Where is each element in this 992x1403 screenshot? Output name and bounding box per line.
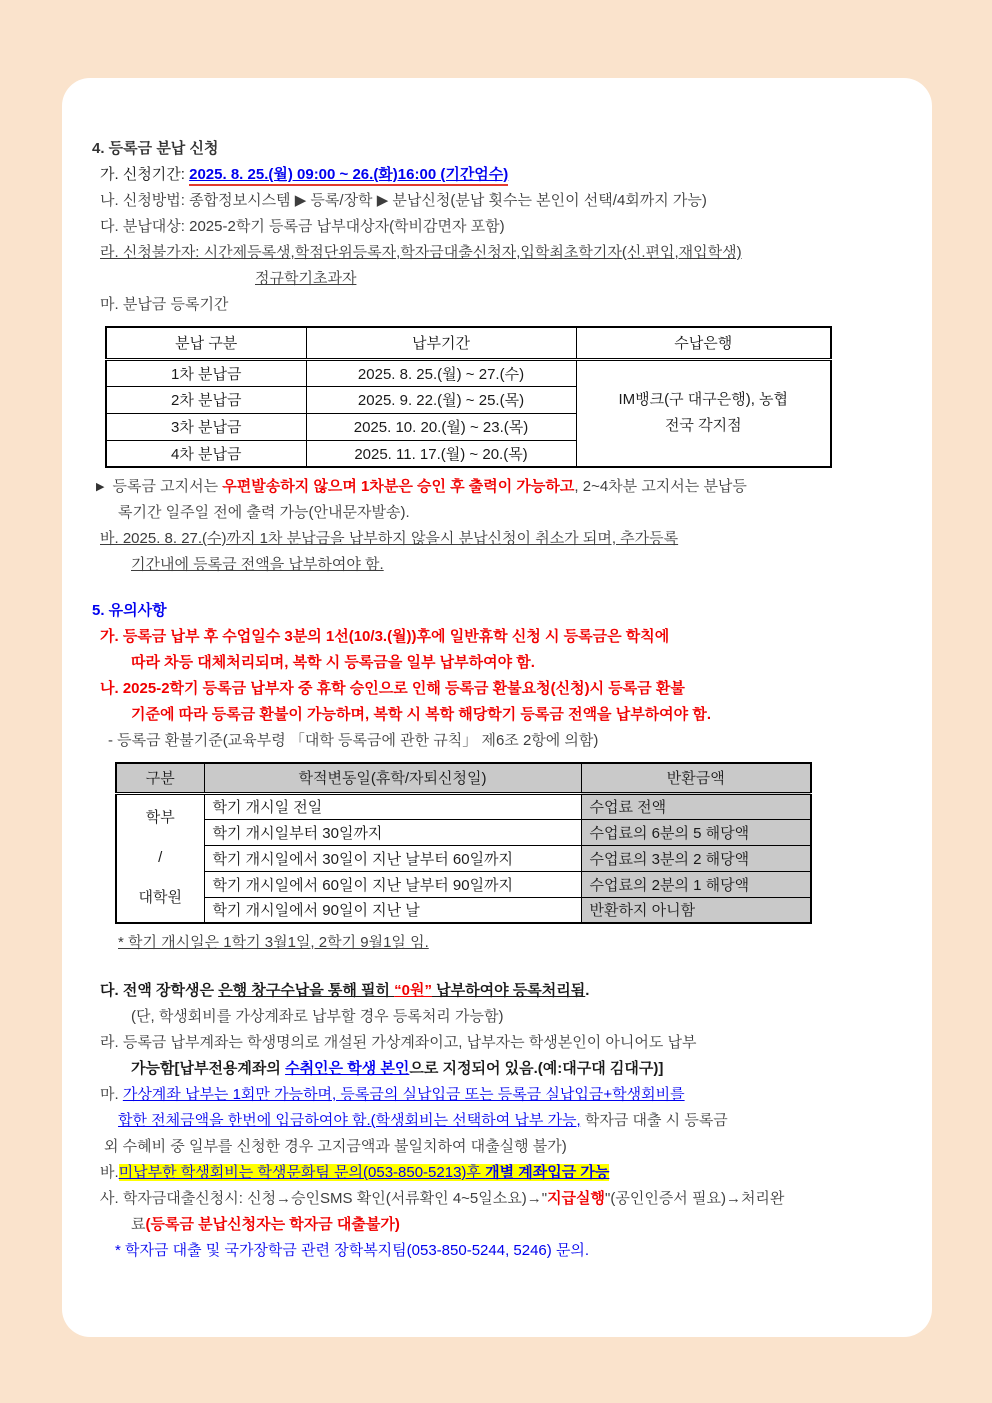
bank-line2: 전국 각지점 [664,417,742,435]
cancel-warning-line1: 바. 2025. 8. 27.(수)까지 1차 분납금을 납부하지 않을시 분납신청이 취소가 되며, 추가등록 [100,530,679,547]
change-date-2: 학기 개시일부터 30일까지 [204,819,581,845]
col-header-refund-amount: 반환금액 [581,763,811,793]
student-fee-highlight1: 미납부한 학생회비는 학생문화팀 문의(053-850-5213)후 [118,1164,486,1181]
semester-start-note: * 학기 개시일은 1학기 3월1일, 2학기 9월1일 임. [118,934,429,951]
cancel-warning-line2: 기간내에 등록금 전액을 납부하여야 함. [131,556,384,573]
table-header-row [106,327,831,359]
deposit-once-black2: 학자금 대출 시 등록금 [580,1112,728,1129]
refund-amount-3: 수업료의 3분의 2 해당액 [581,845,811,871]
bill-print-note-pre: 등록금 고지서는 [112,478,223,495]
leave-rule-line2: 따라 차등 대체처리되며, 복학 시 등록금을 일부 납부하여야 함. [131,654,535,671]
item-application-period [62,162,932,188]
refund-rule-line1: 나. 2025-2학기 등록금 납부자 중 휴학 승인으로 인해 등록금 환불요청(신청)시 등록금 환불 [100,680,685,697]
table-row [106,359,831,386]
refund-standard-reference: - 등록금 환불기준(교육부령 「대학 등록금에 관한 규칙」 제6조 2항에 의함) [108,732,599,749]
notice-card [62,78,932,1337]
col-header-installment: 분납 구분 [106,327,306,359]
scholarship-note-pre: 다. 전액 장학생은 [100,982,219,999]
table-row [116,871,811,897]
installment-3-period: 2025. 10. 20.(월) ~ 23.(목) [306,413,576,440]
item-registration-period: 마. 분납금 등록기간 [100,296,229,313]
installment-3-label: 3차 분납금 [106,413,306,440]
scholarship-note-sub: (단, 학생회비를 가상계좌로 납부할 경우 등록처리 가능함) [131,1008,504,1025]
virtual-account-line2-post: 으로 지정되어 있음.(예:대구대 김대구)] [409,1060,664,1077]
table-row [116,793,811,819]
virtual-account-line2-pre: 가능함[납부전용계좌의 [131,1060,286,1077]
triangle-bullet-icon: ▶ [96,481,105,493]
installment-4-label: 4차 분납금 [106,440,306,467]
col-header-bank: 수납은행 [576,327,831,359]
change-date-1: 학기 개시일 전일 [204,793,581,819]
table-row [116,845,811,871]
scholarship-note-dot: . [585,982,590,999]
bill-print-note-cont: 록기간 일주일 전에 출력 가능(안내문자발송). [118,504,410,521]
section4-title: 4. 등록금 분납 신청 [92,140,219,157]
scholarship-note-u2: 납부하여야 등록처리됨 [432,982,586,999]
bank-cell [576,359,831,467]
scholarship-note-u1: 은행 창구수납을 통해 필히 [218,982,395,999]
installment-schedule-table [105,326,832,468]
deposit-once-blue1: 가상계좌 납부는 1회만 가능하며, 등록금의 실납입금 또는 등록금 실납입금+학생회비를 [122,1086,685,1103]
loan-execute-text: 지급실행 [547,1190,606,1207]
spacer [62,956,932,978]
bill-print-note [62,474,932,500]
loan-process-cont-black: 료 [131,1216,146,1233]
application-period-label: 가. 신청기간: [100,166,190,183]
refund-standard-table [115,762,812,924]
application-period-value: 2025. 8. 25.(월) 09:00 ~ 26.(화)16:00 (기간엄수) [189,166,508,186]
leave-rule-line1: 가. 등록금 납부 후 수업일수 3분의 1선(10/3.(월))후에 일반휴학 신청 시 등록금은 학칙에 [100,628,670,645]
item-application-method: 나. 신청방법: 종합정보시스템 ▶ 등록/장학 ▶ 분납신청(분납 횟수는 본인이 선택/4회까지 가능) [100,192,707,209]
spacer [62,578,932,598]
item-installment-target: 다. 분납대상: 2025-2학기 등록금 납부대상자(학비감면자 포함) [100,218,505,235]
installment-1-period: 2025. 8. 25.(월) ~ 27.(수) [306,359,576,386]
table-row [116,897,811,923]
col-header-period: 납부기간 [306,327,576,359]
item-not-eligible-cont: 정규학기초과자 [255,270,357,287]
loan-not-allowed-text: (등록금 분납신청자는 학자금 대출불가) [145,1216,400,1233]
installment-4-period: 2025. 11. 17.(월) ~ 20.(목) [306,440,576,467]
installment-1-label: 1차 분납금 [106,359,306,386]
deposit-once-blue2: 합한 전체금액을 한번에 입금하여야 함.(학생회비는 선택하여 납부 가능, [118,1112,581,1129]
category-grad: 대학원 [138,889,182,907]
item-not-eligible: 라. 신청불가자: 시간제등록생,학점단위등록자,학자금대출신청자,입학최초학기자(신.편입,재입학생) [100,244,742,261]
category-slash: / [158,849,163,867]
zero-won-text: “0원” [394,982,433,999]
refund-amount-4: 수업료의 2분의 1 해당액 [581,871,811,897]
change-date-5: 학기 개시일에서 90일이 지난 날 [204,897,581,923]
category-undergrad: 학부 [145,809,175,827]
table-header-row [116,763,811,793]
col-header-change-date: 학적변동일(휴학/자퇴신청일) [204,763,581,793]
student-fee-highlight2: 개별 계좌입금 가능 [485,1164,610,1181]
deposit-once-black3: 외 수혜비 중 일부를 신청한 경우 고지금액과 불일치하여 대출실행 불가) [104,1138,567,1155]
refund-amount-1: 수업료 전액 [581,793,811,819]
loan-process-post: "(공인인증서 필요)→처리완 [605,1190,785,1207]
loan-contact-note: * 학자금 대출 및 국가장학금 관련 장학복지팀(053-850-5244, 5246) 문의. [115,1242,590,1259]
table-row [116,819,811,845]
bill-print-note-red: 우편발송하지 않으며 1차분은 승인 후 출력이 가능하고 [222,478,575,495]
deposit-once-label: 마. [100,1086,123,1103]
refund-amount-5: 반환하지 아니함 [581,897,811,923]
loan-process-pre: 사. 학자금대출신청시: 신청→승인SMS 확인(서류확인 4~5일소요)→" [100,1190,548,1207]
col-header-category: 구분 [116,763,204,793]
payee-student-text: 수취인은 학생 본인 [285,1060,410,1077]
refund-rule-line2: 기준에 따라 등록금 환불이 가능하며, 복학 시 복학 해당학기 등록금 전액을 납부하여야 함. [131,706,711,723]
bank-line1: IM뱅크(구 대구은행), 농협 [618,391,789,409]
change-date-4: 학기 개시일에서 60일이 지난 날부터 90일까지 [204,871,581,897]
student-fee-label: 바. [100,1164,119,1181]
installment-2-label: 2차 분납금 [106,386,306,413]
category-group-cell [116,793,204,923]
installment-2-period: 2025. 9. 22.(월) ~ 25.(목) [306,386,576,413]
refund-amount-2: 수업료의 6분의 5 해당액 [581,819,811,845]
bill-print-note-post: , 2~4차분 고지서는 분납등 [574,478,747,495]
virtual-account-line1: 라. 등록금 납부계좌는 학생명의로 개설된 가상계좌이고, 납부자는 학생본인이 아니어도 납부 [100,1034,697,1051]
change-date-3: 학기 개시일에서 30일이 지난 날부터 60일까지 [204,845,581,871]
section5-title: 5. 유의사항 [92,602,167,619]
